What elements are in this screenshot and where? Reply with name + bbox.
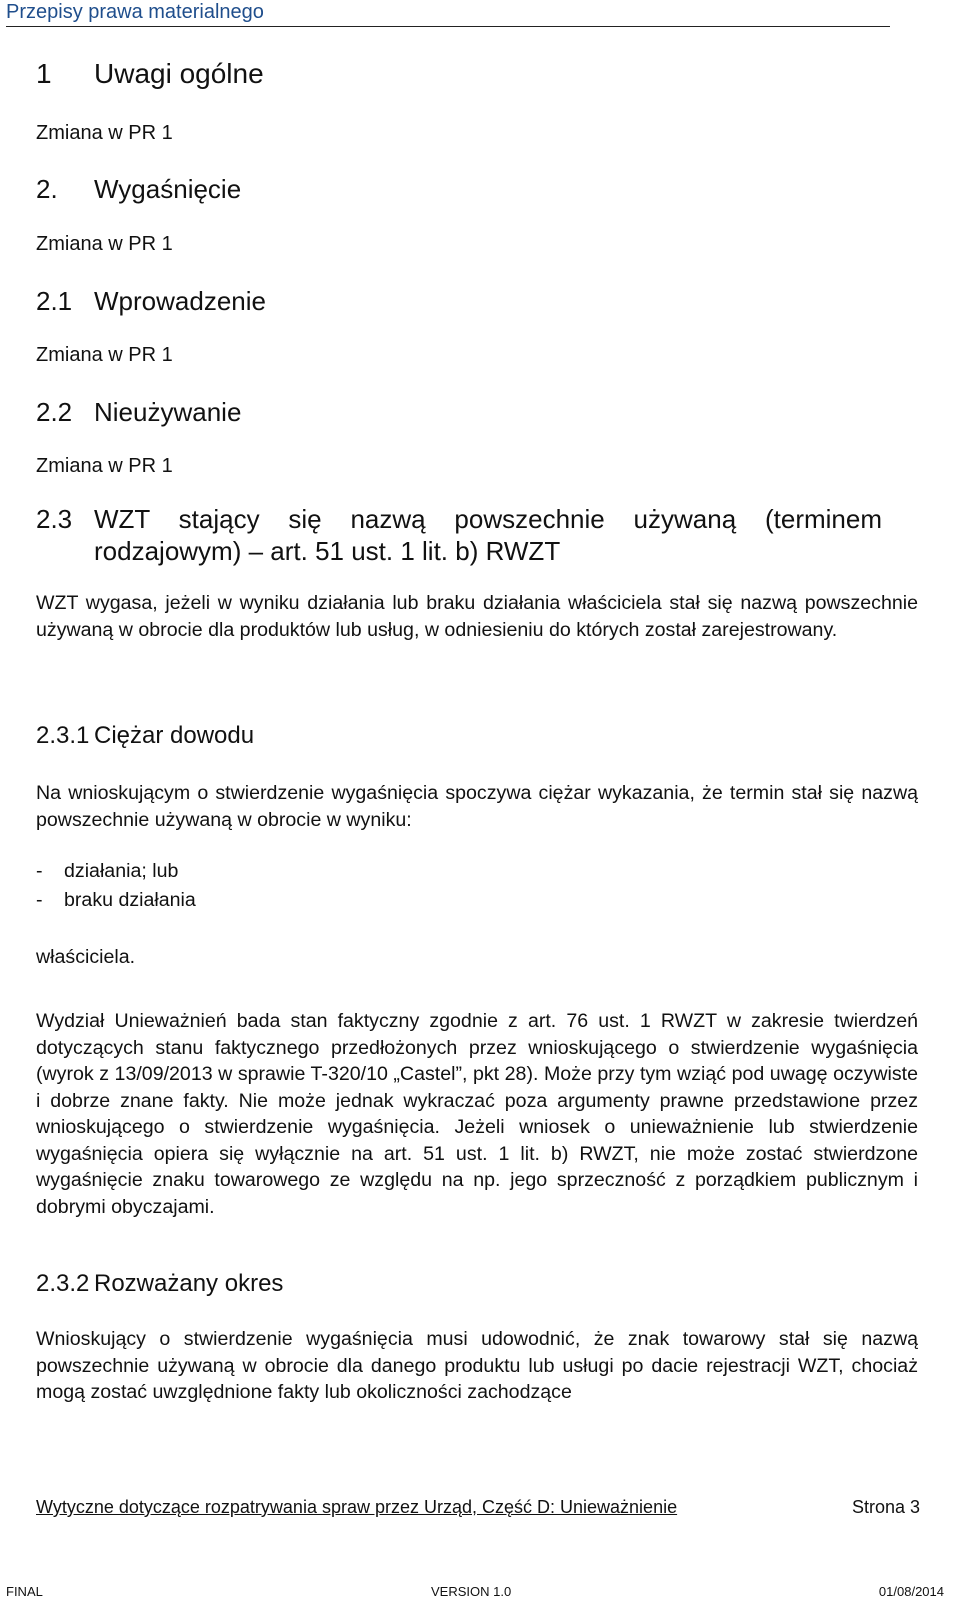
heading-2-3-2-number: 2.3.2 xyxy=(36,1270,90,1297)
list-item xyxy=(36,889,196,912)
paragraph-owner: właściciela. xyxy=(36,946,136,968)
version-label: VERSION 1.0 xyxy=(431,1584,512,1599)
paragraph-cancellation-division: Wydział Unieważnień bada stan faktyczny zgodnie z art. 76 ust. 1 RWZT w zakresie twierdzeń dotyczących stanu faktycznego przedłożonych przez wnioskującego o stwierdzenie wygaśnięcia (wyrok z 13/09/2013 w sprawie T-320/10 „Castel”, pkt 28). Może przy tym wziąć pod uwagę oczywiste i dobrze znane fakty. Nie może jednak wykraczać poza argumenty prawne przedstawione przez wnioskującego o stwierdzenie wygaśnięcia. Jeżeli wniosek o unieważnienie lub stwierdzenie wygaśnięcia opiera się wyłącznie na art. 51 ust. 1 lit. b) RWZT, nie może zostać stwierdzone wygaśnięcie znaku towarowego ze względu na np. jego sprzeczność z porządkiem publicznym i dobrymi obyczajami. xyxy=(36,1010,918,1218)
header-title: Przepisy prawa materialnego xyxy=(6,1,264,23)
heading-2-3-line2: rodzajowym) – art. 51 ust. 1 lit. b) RWZT xyxy=(94,536,561,566)
change-note: Zmiana w PR 1 xyxy=(36,344,173,366)
list-marker: - xyxy=(36,889,43,911)
paragraph-relevant-period: Wnioskujący o stwierdzenie wygaśnięcia musi udowodnić, że znak towarowy stał się nazwą powszechnie używaną w obrocie dla danego produktu lub usługi po dacie rejestracji WZT, chociaż mogą zostać uwzględnione fakty lub okoliczności zachodzące xyxy=(36,1328,918,1403)
change-note: Zmiana w PR 1 xyxy=(36,455,173,477)
heading-1 xyxy=(36,58,264,90)
footer-title: Wytyczne dotyczące rozpatrywania spraw przez Urząd, Część D: Unieważnienie xyxy=(36,1497,678,1517)
change-note: Zmiana w PR 1 xyxy=(36,233,173,255)
heading-2-2 xyxy=(36,397,242,428)
heading-number: 1 xyxy=(36,58,52,89)
status-label: FINAL xyxy=(6,1584,43,1599)
running-header xyxy=(6,0,890,27)
heading-number: 2.1 xyxy=(36,286,73,316)
heading-2-3-1-title: Ciężar dowodu xyxy=(94,722,255,749)
heading-title: Wprowadzenie xyxy=(94,286,266,316)
list-marker: - xyxy=(36,860,43,882)
list-item-text: braku działania xyxy=(64,889,196,911)
heading-2 xyxy=(36,174,242,205)
heading-title: Nieużywanie xyxy=(94,397,242,427)
list-item xyxy=(36,860,179,883)
heading-2-3-1-number: 2.3.1 xyxy=(36,722,90,749)
paragraph-burden-of-proof: Na wnioskującym o stwierdzenie wygaśnięcia spoczywa ciężar wykazania, że termin stał się nazwą powszechnie używaną w obrocie w wyniku: xyxy=(36,782,918,831)
list-item-text: działania; lub xyxy=(64,860,179,882)
heading-title: Uwagi ogólne xyxy=(94,58,264,89)
heading-2-1 xyxy=(36,286,266,317)
paragraph-definition: WZT wygasa, jeżeli w wyniku działania lub braku działania właściciela stał się nazwą powszechnie używaną w obrocie dla produktów lub usług, w odniesieniu do których został zarejestrowany. xyxy=(36,592,918,641)
heading-2-3-2-title: Rozważany okres xyxy=(94,1270,284,1297)
heading-2-3-line1: WZT stający się nazwą powszechnie używaną (terminem xyxy=(94,504,882,534)
heading-2-3-number: 2.3 xyxy=(36,504,73,534)
date-label: 01/08/2014 xyxy=(878,1584,944,1599)
change-note: Zmiana w PR 1 xyxy=(36,122,173,144)
heading-number: 2.2 xyxy=(36,397,73,427)
heading-title: Wygaśnięcie xyxy=(94,174,242,204)
heading-number: 2. xyxy=(36,174,58,204)
page-number: Strona 3 xyxy=(851,1497,920,1517)
